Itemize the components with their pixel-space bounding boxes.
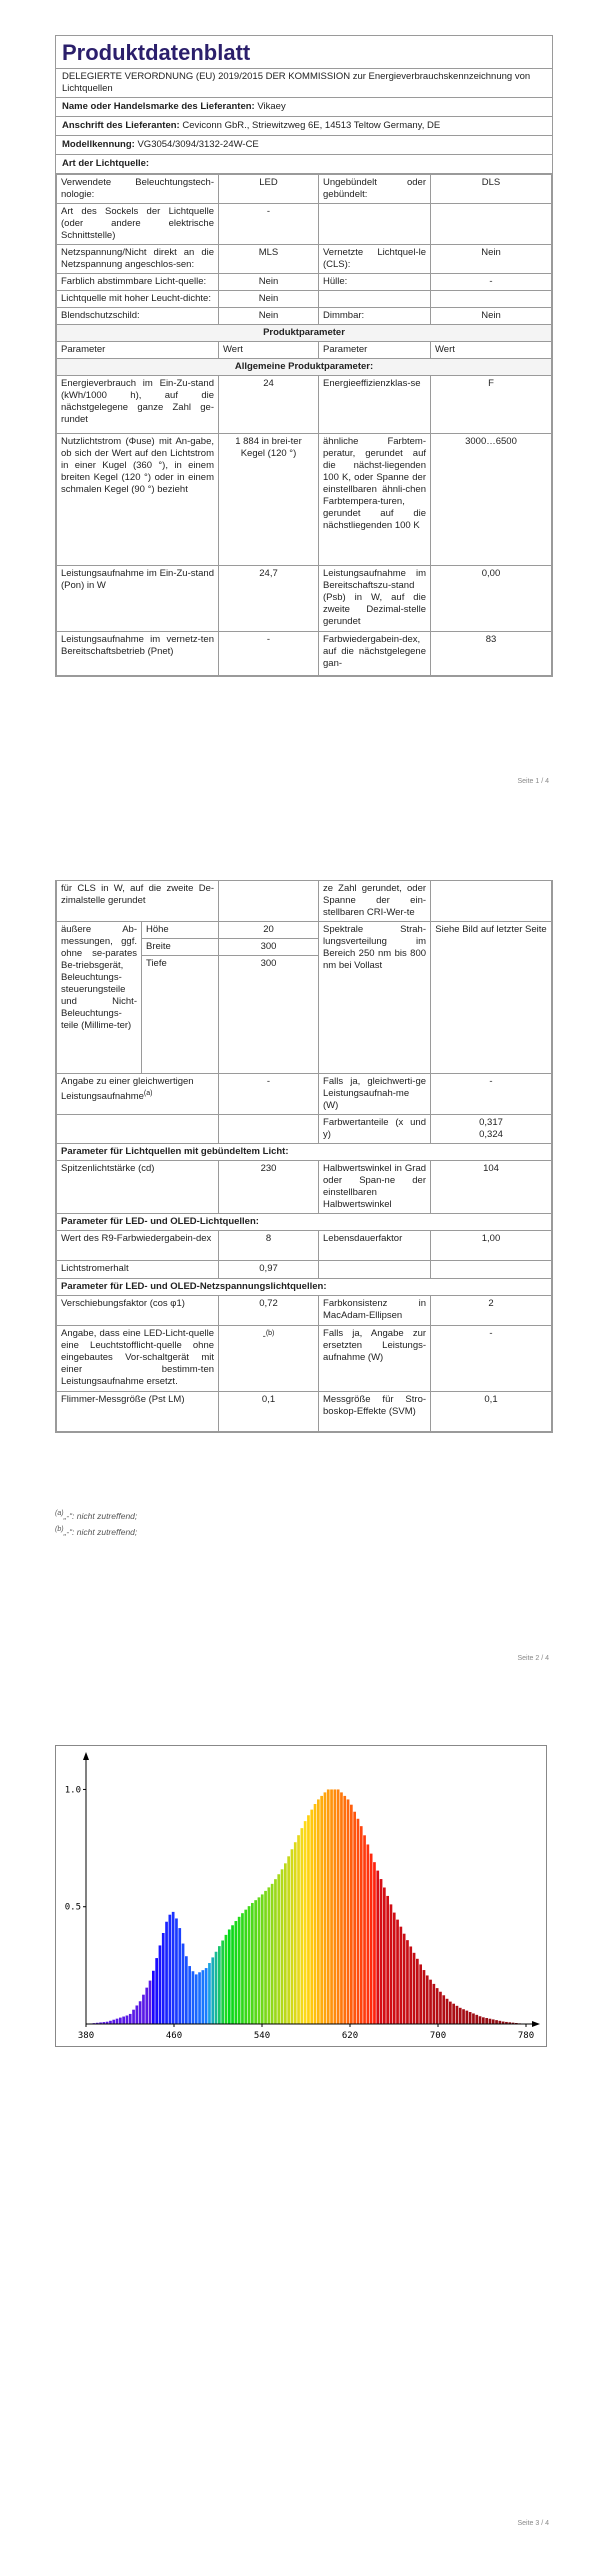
- spectrum-bar: [456, 2006, 459, 2024]
- spectrum-bar: [119, 2018, 122, 2024]
- col-header-param: Parameter: [57, 342, 219, 359]
- spectrum-bar: [198, 1972, 201, 2024]
- spectrum-value: Siehe Bild auf letzter Seite: [431, 922, 552, 1074]
- led-value-right: [431, 1261, 552, 1279]
- spectrum-bar: [416, 1959, 419, 2024]
- col-header-value: Wert: [219, 342, 319, 359]
- spectrum-bar: [492, 2019, 495, 2024]
- spectrum-bar: [426, 1975, 429, 2024]
- mains-value-right: -: [431, 1326, 552, 1392]
- spectrum-bar: [469, 2012, 472, 2024]
- type-value-left: Nein: [219, 291, 319, 308]
- general-value-left: -: [219, 632, 319, 676]
- spectrum-bar: [175, 1918, 178, 2024]
- spectrum-bar: [383, 1887, 386, 2024]
- footnote-b: $^{(b)}$„-“: nicht zutreffend;: [55, 1526, 138, 1537]
- type-table: [56, 174, 552, 676]
- spectrum-bar: [254, 1900, 257, 2024]
- spectrum-bar: [258, 1897, 261, 2024]
- spectrum-bar: [485, 2018, 488, 2024]
- spectrum-bar: [304, 1821, 307, 2024]
- type-param-right: Hülle:: [319, 274, 431, 291]
- spectrum-bar: [261, 1894, 264, 2024]
- dim-depth-value: 300: [219, 956, 319, 1074]
- general-row: [57, 632, 552, 676]
- spectrum-bar: [350, 1805, 353, 2024]
- spectrum-bar: [297, 1835, 300, 2024]
- spectrum-bar: [403, 1934, 406, 2024]
- spectrum-bar: [136, 2005, 139, 2024]
- spectrum-bar: [310, 1810, 313, 2024]
- general-param-left: Leistungsaufnahme im Ein-Zu-stand (Pon) in W: [57, 566, 219, 632]
- regulation-text: DELEGIERTE VERORDNUNG (EU) 2019/2015 DER KOMMISSION zur Energieverbrauchskennzeichnung von Lichtquellen: [56, 69, 552, 98]
- type-value-right: DLS: [431, 175, 552, 204]
- spectrum-bar: [376, 1871, 379, 2024]
- y-tick-label: 0.5: [64, 1902, 81, 1913]
- spectrum-bar: [357, 1819, 360, 2024]
- spectrum-bar: [446, 1999, 449, 2024]
- page-1: [0, 0, 604, 820]
- spectrum-bar: [479, 2016, 482, 2024]
- model-row: Modellkennung: VG3054/3094/3132-24W-CE: [56, 136, 552, 155]
- mains-value-right: 0,1: [431, 1392, 552, 1432]
- spectrum-bar: [169, 1915, 172, 2024]
- x-axis-arrow: [532, 2021, 540, 2027]
- type-value-left: LED: [219, 175, 319, 204]
- address-value: Ceviconn GbR., Striewitzweg 6E, 14513 Teltow Germany, DE: [182, 120, 441, 131]
- spectrum-bar: [185, 1956, 188, 2024]
- spectrum-bar: [452, 2004, 455, 2024]
- spectrum-bar: [182, 1944, 185, 2024]
- general-value-left: 24: [219, 376, 319, 434]
- type-row: [57, 175, 552, 204]
- general-param-right: Farbwiedergabein-dex, auf die nächstgelegene gan-: [319, 632, 431, 676]
- spectrum-bar: [307, 1815, 310, 2024]
- mains-row: [57, 1296, 552, 1326]
- params-heading: Produktparameter: [57, 325, 552, 342]
- spectrum-bar: [228, 1929, 231, 2024]
- page-3: [0, 1700, 604, 2560]
- spectrum-bar: [386, 1896, 389, 2024]
- general-param-right: Energieeffizienzklas-se: [319, 376, 431, 434]
- spectrum-bar: [347, 1799, 350, 2024]
- type-value-right: [431, 204, 552, 245]
- led-value-left: 8: [219, 1231, 319, 1261]
- spectrum-bar: [208, 1963, 211, 2024]
- led-value-right: 1,00: [431, 1231, 552, 1261]
- type-param-left: Farblich abstimmbare Licht-quelle:: [57, 274, 219, 291]
- spectrum-bar: [495, 2020, 498, 2024]
- type-row: [57, 291, 552, 308]
- spectrum-bar: [215, 1952, 218, 2024]
- general-value-right: 0,00: [431, 566, 552, 632]
- spectrum-bar: [291, 1849, 294, 2024]
- type-value-right: [431, 291, 552, 308]
- spectrum-bar: [466, 2011, 469, 2024]
- spectrum-bar: [343, 1796, 346, 2024]
- spectrum-bar: [317, 1799, 320, 2024]
- beam-angle-label: Halbwertswinkel in Grad oder Span-ne der einstellbaren Halbwertswinkel: [319, 1161, 431, 1214]
- directional-heading: Parameter für Lichtquellen mit gebündeltem Licht:: [57, 1144, 552, 1161]
- spectrum-bar: [126, 2015, 129, 2024]
- equiv-watt-label: Falls ja, gleichwerti-ge Leistungsaufnah-me (W): [319, 1074, 431, 1115]
- type-value-left: Nein: [219, 274, 319, 291]
- page-footer-2: Seite 2 / 4: [517, 1655, 549, 1662]
- general-row: [57, 566, 552, 632]
- x-tick-label: 460: [165, 2031, 183, 2041]
- type-value-right: -: [431, 274, 552, 291]
- spectrum-bar: [314, 1804, 317, 2024]
- supplier-value: Vikaey: [257, 101, 286, 112]
- mains-value-left: 0,1: [219, 1392, 319, 1432]
- document-title: Produktdatenblatt: [56, 36, 552, 69]
- dim-width-value: 300: [219, 939, 319, 956]
- general-row: [57, 376, 552, 434]
- type-param-right: Dimmbar:: [319, 308, 431, 325]
- chroma-value: 0,317 0,324: [431, 1115, 552, 1144]
- led-param-right: Lebensdauerfaktor: [319, 1231, 431, 1261]
- mains-value-left: 0,72: [219, 1296, 319, 1326]
- spectrum-bar: [248, 1906, 251, 2024]
- spectrum-bar: [294, 1842, 297, 2024]
- col-header-value-2: Wert: [431, 342, 552, 359]
- spectrum-bar: [320, 1796, 323, 2024]
- spectrum-bar: [475, 2015, 478, 2024]
- spectrum-bar: [419, 1964, 422, 2024]
- general-value-right: 3000…6500: [431, 434, 552, 566]
- spectrum-bar: [231, 1925, 234, 2024]
- spectrum-bar: [139, 2001, 142, 2024]
- spectrum-bar: [145, 1988, 148, 2024]
- mains-param-right: Farbkonsistenz in MacAdam-Ellipsen: [319, 1296, 431, 1326]
- type-param-left: Netzspannung/Nicht direkt an die Netzspannung angeschlos-sen:: [57, 245, 219, 274]
- spectrum-bar: [149, 1981, 152, 2024]
- led-param-right: [319, 1261, 431, 1279]
- type-row: [57, 308, 552, 325]
- spectrum-bar: [188, 1966, 191, 2024]
- datasheet-table-page-2: [55, 880, 553, 1433]
- mains-param-right: Falls ja, Angabe zur ersetzten Leistungs-aufnahme (W): [319, 1326, 431, 1392]
- general-row: [57, 434, 552, 566]
- mains-param-left: Flimmer-Messgröße (Pst LM): [57, 1392, 219, 1432]
- mains-value-right: 2: [431, 1296, 552, 1326]
- peak-intensity-label: Spitzenlichtstärke (cd): [57, 1161, 219, 1214]
- spectrum-bar: [413, 1953, 416, 2024]
- spectrum-bar: [409, 1946, 412, 2024]
- type-param-left: Lichtquelle mit hoher Leucht-dichte:: [57, 291, 219, 308]
- spectrum-bar: [429, 1980, 432, 2024]
- spectrum-bar: [152, 1971, 155, 2024]
- spectrum-bar: [396, 1920, 399, 2024]
- spectrum-bar: [459, 2008, 462, 2024]
- spectrum-bar: [235, 1921, 238, 2024]
- spectrum-bar: [122, 2017, 125, 2024]
- address-row: Anschrift des Lieferanten: Ceviconn GbR., Striewitzweg 6E, 14513 Teltow Germany, DE: [56, 117, 552, 136]
- spectrum-bar: [162, 1933, 165, 2024]
- equiv-watt-value: -: [431, 1074, 552, 1115]
- general-param-left: Nutzlichtstrom (Φuse) mit An-gabe, ob sich der Wert auf den Lichtstrom in einer Kugel (360 °), in einem breiten Kegel (120 °) oder in einem schmalen Kegel (90 °) bezieht: [57, 434, 219, 566]
- spectrum-bar: [244, 1910, 247, 2024]
- spectrum-bar: [225, 1935, 228, 2024]
- general-param-right: ähnliche Farbtem-peratur, gerundet auf die nächst-liegenden 100 K, oder Spanne der einstellbaren ähnli-chen Farbtempera-turen, gerundet auf die nächstliegenden 100 K: [319, 434, 431, 566]
- spectrum-bar: [423, 1970, 426, 2024]
- cont-param-left: für CLS in W, auf die zweite De-zimalstelle gerundet: [57, 881, 219, 922]
- spectrum-bar: [221, 1941, 224, 2024]
- spectrum-bar: [211, 1957, 214, 2024]
- spectrum-bar: [116, 2019, 119, 2024]
- x-tick-label: 780: [517, 2031, 535, 2041]
- spectrum-bar: [433, 1984, 436, 2024]
- spectrum-bar: [472, 2013, 475, 2024]
- general-param-left: Leistungsaufnahme im vernetz-ten Bereitschaftsbetrieb (Pnet): [57, 632, 219, 676]
- spectrum-bar: [271, 1884, 274, 2024]
- spectrum-bar: [264, 1891, 267, 2024]
- spectrum-bar: [155, 1958, 158, 2024]
- general-value-left: 24,7: [219, 566, 319, 632]
- y-tick-label: 1.0: [64, 1785, 81, 1796]
- spectrum-bar: [370, 1854, 373, 2024]
- spectrum-bar: [172, 1912, 175, 2024]
- footnote-a: $^{(a)}$„-“: nicht zutreffend;: [55, 1510, 138, 1521]
- type-row: [57, 204, 552, 245]
- spectrum-bar: [129, 2014, 132, 2024]
- page-footer-3: Seite 3 / 4: [517, 2520, 549, 2527]
- spectrum-bar: [268, 1887, 271, 2024]
- general-param-right: Leistungsaufnahme im Bereitschaftszu-stand (Psb) in W, auf die zweite Dezimal-stelle gerundet: [319, 566, 431, 632]
- spectrum-bar: [274, 1879, 277, 2024]
- params-table-continued: [56, 880, 552, 1432]
- spectrum-bar: [241, 1913, 244, 2024]
- datasheet-table-page-1: [55, 35, 553, 677]
- spectrum-bar: [489, 2019, 492, 2024]
- y-axis-arrow: [83, 1752, 89, 1760]
- spectrum-bar: [142, 1995, 145, 2024]
- led-param-left: Lichtstromerhalt: [57, 1261, 219, 1279]
- type-value-left: Nein: [219, 308, 319, 325]
- spectrum-bar: [301, 1828, 304, 2024]
- spectrum-chart-svg: [56, 1746, 546, 2046]
- mains-param-right: Messgröße für Stro-boskop-Effekte (SVM): [319, 1392, 431, 1432]
- x-tick-label: 380: [77, 2031, 95, 2041]
- model-value: VG3054/3094/3132-24W-CE: [137, 139, 259, 150]
- chroma-label: Farbwertanteile (x und y): [319, 1115, 431, 1144]
- led-heading: Parameter für LED- und OLED-Lichtquellen:: [57, 1214, 552, 1231]
- type-value-left: MLS: [219, 245, 319, 274]
- spectrum-bar: [202, 1970, 205, 2024]
- x-tick-label: 700: [429, 2031, 447, 2041]
- mains-value-left: -$^{(b)}$: [219, 1326, 319, 1392]
- spectrum-bar: [373, 1862, 376, 2024]
- spectrum-bar: [324, 1792, 327, 2024]
- led-param-left: Wert des R9-Farbwiedergabein-dex: [57, 1231, 219, 1261]
- type-param-right: [319, 291, 431, 308]
- spectrum-bar: [390, 1904, 393, 2024]
- spectrum-bar: [367, 1844, 370, 2024]
- spectrum-bar: [327, 1789, 330, 2024]
- mains-param-left: Verschiebungsfaktor (cos φ1): [57, 1296, 219, 1326]
- type-value-right: Nein: [431, 245, 552, 274]
- mains-row: [57, 1392, 552, 1432]
- spectrum-bar: [287, 1856, 290, 2024]
- type-param-left: Blendschutzschild:: [57, 308, 219, 325]
- peak-intensity-value: 230: [219, 1161, 319, 1214]
- equiv-label: Angabe zu einer gleichwertigen Leistungsaufnahme$^{(a)}$: [57, 1074, 219, 1115]
- cont-param-right: ze Zahl gerundet, oder Spanne der ein-stellbaren CRI-Wer-te: [319, 881, 431, 922]
- spectrum-bar: [277, 1874, 280, 2024]
- mains-row: [57, 1326, 552, 1392]
- dimensions-label: äußere Ab-messungen, ggf. ohne se-parates Be-triebsgerät, Beleuchtungs-steuerungsteile und Nicht-Beleuchtungs-teile (Millime-ter): [57, 922, 142, 1074]
- x-tick-label: 540: [253, 2031, 271, 2041]
- spectrum-bar: [112, 2020, 115, 2024]
- page-footer-1: Seite 1 / 4: [517, 778, 549, 785]
- spectrum-bar: [159, 1945, 162, 2024]
- spectrum-label: Spektrale Strah-lungsverteilung im Bereich 250 nm bis 800 nm bei Vollast: [319, 922, 431, 1074]
- spectrum-bar: [284, 1863, 287, 2024]
- spectrum-bar: [406, 1940, 409, 2024]
- type-param-right: Vernetzte Lichtquel-le (CLS):: [319, 245, 431, 274]
- spectrum-bar: [192, 1971, 195, 2024]
- dim-width-label: Breite: [142, 939, 219, 956]
- type-param-left: Verwendete Beleuchtungstech-nologie:: [57, 175, 219, 204]
- spectrum-bar: [340, 1792, 343, 2024]
- type-param-left: Art des Sockels der Lichtquelle (oder andere elektrische Schnittstelle): [57, 204, 219, 245]
- spectrum-bar: [393, 1913, 396, 2024]
- spectrum-bar: [165, 1922, 168, 2024]
- led-value-left: 0,97: [219, 1261, 319, 1279]
- spectrum-bar: [178, 1928, 181, 2024]
- dim-depth-label: Tiefe: [142, 956, 219, 1074]
- general-heading: Allgemeine Produktparameter:: [57, 359, 552, 376]
- dim-height-value: 20: [219, 922, 319, 939]
- spectrum-bar: [360, 1826, 363, 2024]
- spectrum-bar: [400, 1927, 403, 2024]
- spectrum-bar: [281, 1869, 284, 2024]
- spectrum-bar: [439, 1992, 442, 2024]
- type-row: [57, 274, 552, 291]
- spectrum-bar: [436, 1988, 439, 2024]
- col-header-param-2: Parameter: [319, 342, 431, 359]
- type-heading: Art der Lichtquelle:: [56, 155, 552, 174]
- type-param-right: [319, 204, 431, 245]
- type-row: [57, 245, 552, 274]
- general-value-left: 1 884 in brei-ter Kegel (120 °): [219, 434, 319, 566]
- spectrum-bar: [462, 2009, 465, 2024]
- spectrum-bar: [195, 1974, 198, 2024]
- mains-param-left: Angabe, dass eine LED-Licht-quelle eine Leuchtstofflicht-quelle ohne eingebautes Vor-schaltgerät mit einer bestimm-ten Leistungsaufnahme ersetzt.: [57, 1326, 219, 1392]
- general-value-right: F: [431, 376, 552, 434]
- spectrum-bar: [337, 1789, 340, 2024]
- led-row: [57, 1231, 552, 1261]
- dim-height-label: Höhe: [142, 922, 219, 939]
- spectrum-bar: [238, 1917, 241, 2024]
- supplier-row: Name oder Handelsmarke des Lieferanten: Vikaey: [56, 98, 552, 117]
- spectrum-bar: [334, 1789, 337, 2024]
- type-param-right: Ungebündelt oder gebündelt:: [319, 175, 431, 204]
- spectrum-bar: [330, 1789, 333, 2024]
- equiv-value: -: [219, 1074, 319, 1115]
- led-row: [57, 1261, 552, 1279]
- type-value-right: Nein: [431, 308, 552, 325]
- x-tick-label: 620: [341, 2031, 359, 2041]
- spectrum-bar: [482, 2017, 485, 2024]
- spectrum-bar: [218, 1946, 221, 2024]
- type-value-left: -: [219, 204, 319, 245]
- spectrum-bar: [205, 1968, 208, 2024]
- general-value-right: 83: [431, 632, 552, 676]
- spectrum-bar: [380, 1879, 383, 2024]
- general-param-left: Energieverbrauch im Ein-Zu-stand (kWh/1000 h), auf die nächstgelegene ganze Zahl ge-rundet: [57, 376, 219, 434]
- spectrum-bar: [442, 1995, 445, 2024]
- spectrum-chart: [55, 1745, 547, 2047]
- spectrum-bar: [363, 1835, 366, 2024]
- mains-heading: Parameter für LED- und OLED-Netzspannungslichtquellen:: [57, 1279, 552, 1296]
- spectrum-bar: [353, 1812, 356, 2024]
- spectrum-bar: [449, 2002, 452, 2024]
- spectrum-bar: [132, 2010, 135, 2024]
- beam-angle-value: 104: [431, 1161, 552, 1214]
- page-2: [0, 880, 604, 1680]
- spectrum-bar: [251, 1903, 254, 2024]
